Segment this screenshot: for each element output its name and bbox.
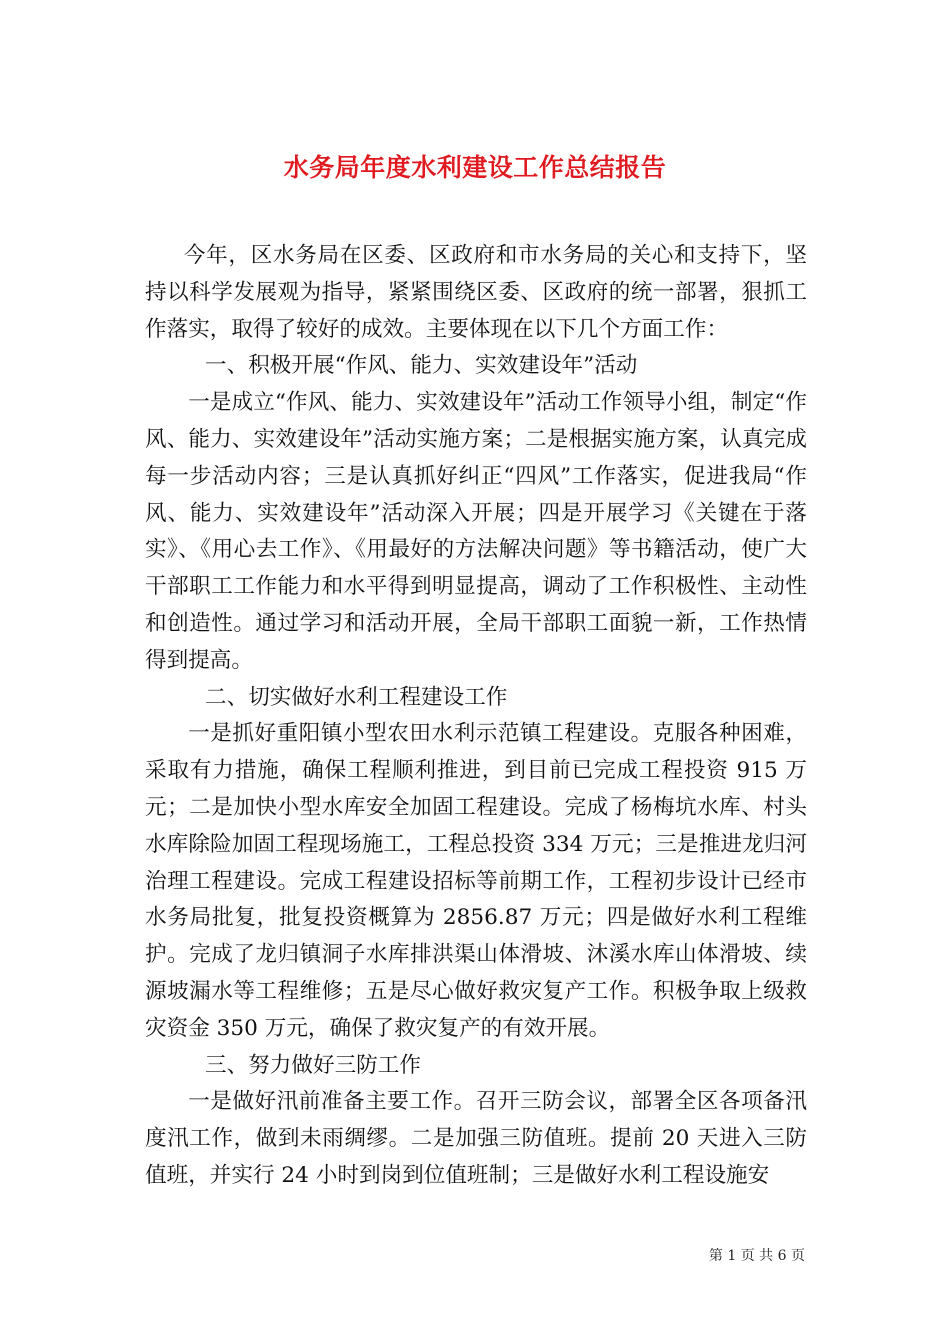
- document-body: [145, 238, 807, 1195]
- section-body-3: 一是做好汛前准备主要工作。召开三防会议，部署全区各项备汛度汛工作，做到未雨绸缪。二是加强三防值班。提前 20 天进入三防值班，并实行 24 小时到岗到位值班制；三是做好水利工程设施安: [145, 1089, 807, 1188]
- section-heading-1: 一、积极开展“作风、能力、实效建设年”活动: [205, 353, 638, 379]
- section-heading-3: 三、努力做好三防工作: [205, 1052, 421, 1078]
- section-heading-2: 二、切实做好水利工程建设工作: [205, 684, 508, 710]
- document-title: 水务局年度水利建设工作总结报告: [283, 152, 667, 182]
- intro-paragraph: 今年，区水务局在区委、区政府和市水务局的关心和支持下，坚持以科学发展观为指导，紧紧围绕区委、区政府的统一部署，狠抓工作落实，取得了较好的成效。主要体现在以下几个方面工作：: [145, 243, 807, 342]
- page-number: 第 1 页 共 6 页: [708, 1248, 805, 1264]
- section-body-1: 一是成立“作风、能力、实效建设年”活动工作领导小组，制定“作风、能力、实效建设年”活动实施方案；二是根据实施方案，认真完成每一步活动内容；三是认真抓好纠正“四风”工作落实，促进我局“作风、能力、实效建设年”活动深入开展；四是开展学习《关键在于落实》、《用心去工作》、《用最好的方法解决问题》等书籍活动，使广大干部职工工作能力和水平得到明显提高，调动了工作积极性、主动性和创造性。通过学习和活动开展，全局干部职工面貌一新，工作热情得到提高。: [145, 390, 807, 673]
- section-body-2: 一是抓好重阳镇小型农田水利示范镇工程建设。克服各种困难，采取有力措施，确保工程顺利推进，到目前已完成工程投资 915 万元；二是加快小型水库安全加固工程建设。完成了杨梅坑水库、村头水库除险加固工程现场施工，工程总投资 334 万元；三是推进龙归河治理工程建设。完成工程建设招标等前期工作，工程初步设计已经市水务局批复，批复投资概算为 2856.87 万元；四是做好水利工程维护。完成了龙归镇洞子水库排洪渠山体滑坡、沐溪水库山体滑坡、续源坡漏水等工程维修；五是尽心做好救灾复产工作。积极争取上级救灾资金 350 万元，确保了救灾复产的有效开展。: [145, 721, 807, 1041]
